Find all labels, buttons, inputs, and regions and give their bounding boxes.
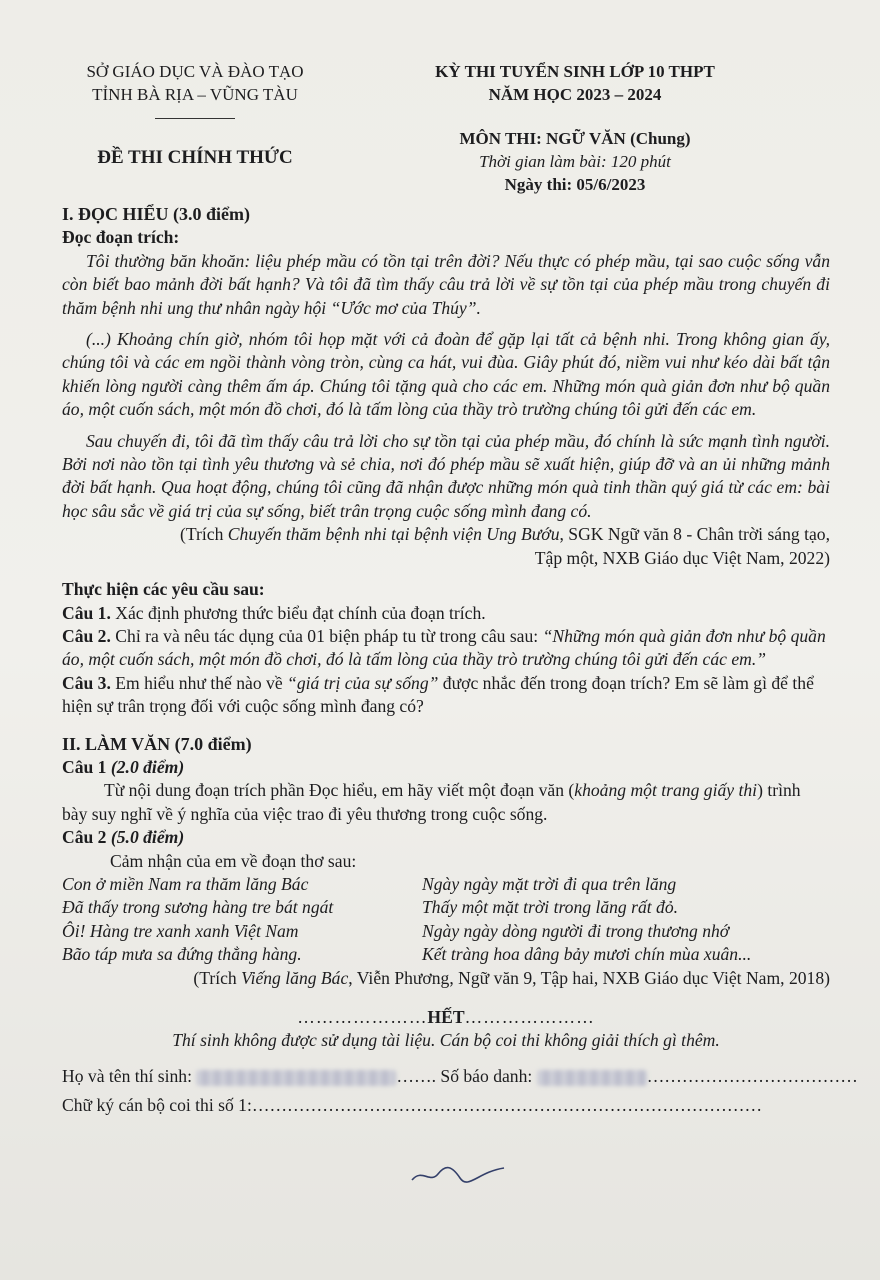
proctor-signature-dots: …………………………………………………………………………… [251, 1095, 763, 1116]
question-2-label: Câu 2. [62, 625, 111, 646]
question-3-label: Câu 3. [62, 672, 111, 693]
poem-line: Con ở miền Nam ra thăm lăng Bác [62, 873, 309, 894]
province-name: TỈNH BÀ RỊA – VŨNG TÀU [92, 85, 298, 104]
exam-header [0, 60, 880, 200]
poem-line: Đã thấy trong sương hàng tre bát ngát [62, 897, 334, 918]
poem-source-prefix: (Trích [193, 967, 242, 988]
writing-q1-text [62, 779, 830, 826]
question-2-quote: “Những món quà giản đơn như bộ quần áo, một cuốn sách, một món đồ chơi, đó là tấm lòng của thầy trò trường chúng tôi gửi đến các em.” [62, 625, 826, 670]
end-label: HẾT [427, 1007, 465, 1027]
section-writing-title: II. LÀM VĂN (7.0 điểm) [62, 733, 252, 754]
poem-line: Kết tràng hoa dâng bảy mươi chín mùa xuân... [422, 944, 752, 965]
writing-q2-label: Câu 2 [62, 827, 111, 848]
proctor-signature-label: Chữ ký cán bộ coi thi số 1: [62, 1095, 252, 1116]
poem-line: Ngày ngày mặt trời đi qua trên lăng [422, 873, 677, 894]
source-prefix: (Trích [180, 524, 228, 545]
question-2-text: Chỉ ra và nêu tác dụng của 01 biện pháp tu từ trong câu sau: [110, 625, 543, 646]
read-passage-label: Đọc đoạn trích: [62, 227, 180, 248]
exam-duration: Thời gian làm bài: 120 phút [479, 152, 671, 171]
exam-title: KỲ THI TUYỂN SINH LỚP 10 THPT [435, 62, 715, 81]
poem-line: Ôi! Hàng tre xanh xanh Việt Nam [62, 920, 299, 941]
passage-paragraph-3: Sau chuyến đi, tôi đã tìm thấy câu trả lời cho sự tồn tại của phép mầu, đó chính là sức mạnh tình người. Bởi nơi nào tồn tại tình yêu thương và sẻ chia, nơi đó phép mầu sẽ xuất hiện, giúp đỡ và an ủi những mảnh đời bất hạnh. Qua hoạt động, chúng tôi cũng đã nhận được những món quà tinh thần quý giá từ các em: bài học sâu sắc về giá trị của sự sống, biết trân trọng cuộc sống mình đang có. [62, 430, 830, 521]
writing-q2-points: (5.0 điểm) [110, 827, 185, 848]
header-left [60, 60, 330, 169]
passage-source-line2: Tập một, NXB Giáo dục Việt Nam, 2022) [534, 547, 830, 568]
question-3-quote: “giá trị của sự sống” [287, 672, 439, 693]
exam-subject: MÔN THI: NGỮ VĂN (Chung) [459, 129, 691, 148]
writing-q1-text-italic: khoảng một trang giấy thi [574, 780, 758, 801]
official-exam-label: ĐỀ THI CHÍNH THỨC [97, 147, 293, 168]
question-3 [62, 672, 830, 719]
redacted-candidate-name [196, 1070, 396, 1086]
school-year: NĂM HỌC 2023 – 2024 [488, 85, 662, 104]
writing-q1-text-a: Từ nội dung đoạn trích phần Đọc hiểu, em hãy viết một đoạn văn ( [104, 780, 575, 801]
end-dots-right: ………………… [464, 1007, 595, 1027]
candidate-id-dots: ……………………………… [646, 1065, 858, 1086]
proctor-signature-row [62, 1094, 830, 1117]
passage-source [62, 523, 830, 546]
tasks-label: Thực hiện các yêu cầu sau: [62, 579, 265, 600]
question-1-text: Xác định phương thức biểu đạt chính của đoạn trích. [110, 602, 486, 623]
exam-date: Ngày thi: 05/6/2023 [504, 175, 646, 194]
writing-q2-prompt: Cảm nhận của em về đoạn thơ sau: [110, 850, 357, 871]
redacted-candidate-id [537, 1070, 647, 1086]
source-suffix: , SGK Ngữ văn 8 - Chân trời sáng tạo, [559, 524, 830, 545]
writing-q1-points: (2.0 điểm) [110, 756, 185, 777]
header-underline [155, 118, 235, 119]
end-marker [62, 1006, 830, 1029]
question-1-label: Câu 1. [62, 602, 111, 623]
candidate-name-dots: ……. [396, 1065, 436, 1086]
poem-excerpt [62, 873, 830, 967]
candidate-info-row [62, 1065, 858, 1088]
poem-source [62, 967, 830, 990]
poem-line: Thấy một mặt trời trong lăng rất đỏ. [422, 897, 679, 918]
writing-q2-header [62, 826, 830, 849]
writing-q1-text-b: ) trình bày suy nghĩ về ý nghĩa của việc trao đi yêu thương trong cuộc sống. [62, 780, 801, 824]
writing-q1-label: Câu 1 [62, 756, 111, 777]
proctor-signature-scribble [408, 1162, 508, 1188]
question-3-text-a: Em hiểu như thế nào về [110, 672, 288, 693]
passage-paragraph-2: (...) Khoảng chín giờ, nhóm tôi họp mặt với cả đoàn để gặp lại tất cả bệnh nhi. Trong không gian ấy, chúng tôi và các em ngồi thành vòng tròn, cùng ca hát, vui đùa. Giây phút đó, niềm vui như kéo dài bất tận khiến lòng người càng thêm ấm áp. Chúng tôi tặng quà cho các em. Những món quà giản đơn như bộ quần áo, một cuốn sách, một món đồ chơi, đó là tấm lòng của thầy trò trường chúng tôi gửi đến các em. [62, 329, 830, 420]
section-reading-title: I. ĐỌC HIỂU (3.0 điểm) [62, 204, 250, 224]
writing-q1-header [62, 756, 830, 779]
department-name: SỞ GIÁO DỤC VÀ ĐÀO TẠO [86, 62, 304, 81]
passage-paragraph-1: Tôi thường băn khoăn: liệu phép mầu có tồn tại trên đời? Nếu thực có phép mầu, tại sao cuộc sống vẫn còn biết bao mảnh đời bất hạnh? Và tôi đã tìm thấy câu trả lời về sự tồn tại của phép mầu trong chuyến đi thăm bệnh nhi ung thư nhân ngày hội “Ước mơ của Thúy”. [62, 250, 830, 318]
candidate-name-label: Họ và tên thí sinh: [62, 1065, 192, 1086]
poem-source-suffix: , Viễn Phương, Ngữ văn 9, Tập hai, NXB Giáo dục Việt Nam, 2018) [348, 967, 830, 988]
poem-line: Ngày ngày dòng người đi trong thương nhớ [422, 920, 730, 941]
exam-content [62, 203, 858, 1118]
candidate-note: Thí sinh không được sử dụng tài liệu. Cán bộ coi thi không giải thích gì thêm. [172, 1030, 720, 1051]
candidate-id-label: Số báo danh: [440, 1065, 533, 1086]
question-2 [62, 625, 830, 672]
end-dots-left: ………………… [297, 1007, 428, 1027]
question-1 [62, 602, 830, 625]
poem-source-title: Viếng lăng Bác [241, 967, 349, 988]
poem-line: Bão táp mưa sa đứng thẳng hàng. [62, 944, 302, 965]
source-title: Chuyến thăm bệnh nhi tại bệnh viện Ung Bướu [227, 524, 560, 545]
header-right [405, 60, 745, 196]
question-3-text-b: được nhắc đến trong đoạn trích? Em sẽ làm gì để thể hiện sự trân trọng đối với cuộc sống mình đang có? [62, 672, 814, 717]
